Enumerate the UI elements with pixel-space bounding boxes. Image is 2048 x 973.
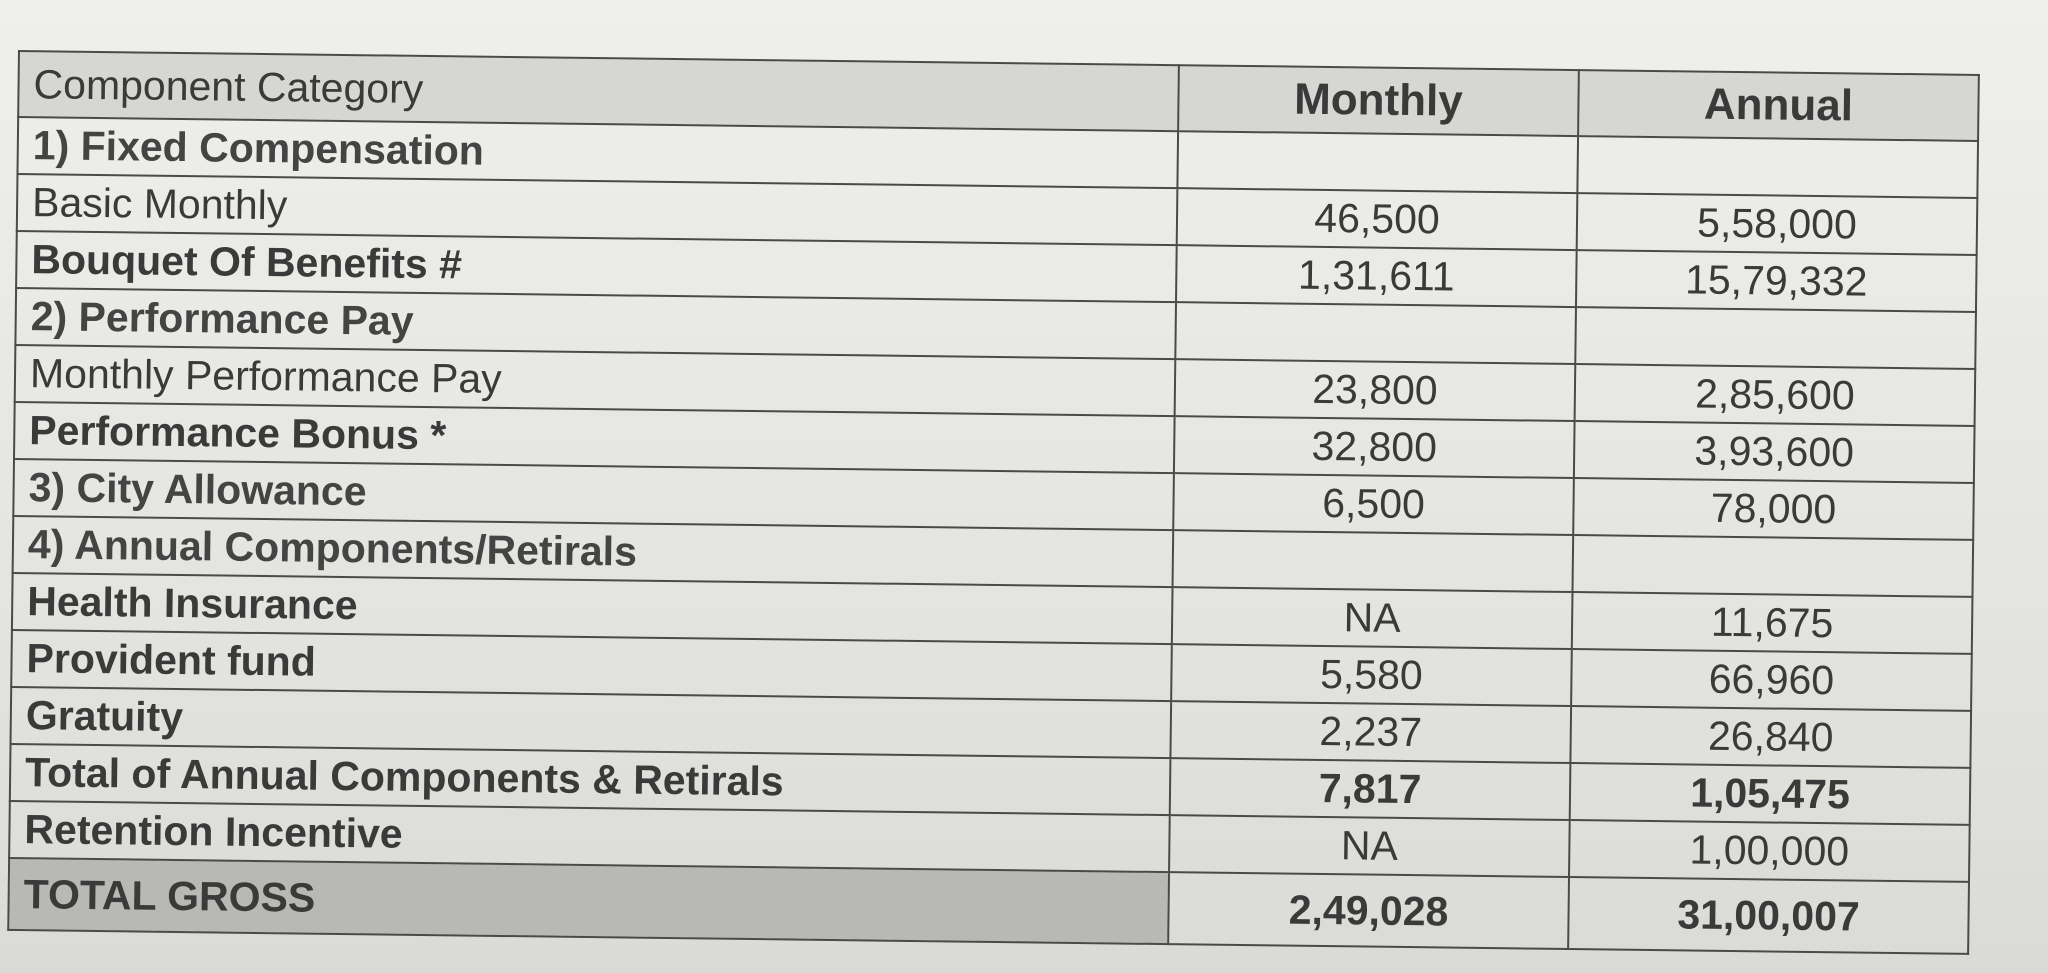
row-monthly: 23,800 bbox=[1175, 359, 1576, 421]
row-annual: 66,960 bbox=[1571, 649, 1972, 711]
row-annual: 26,840 bbox=[1570, 706, 1971, 768]
row-annual: 78,000 bbox=[1573, 478, 1974, 540]
row-label: Performance Bonus * bbox=[14, 402, 1175, 473]
row-annual: 11,675 bbox=[1572, 592, 1973, 654]
row-label: Retention Incentive bbox=[9, 801, 1170, 872]
row-monthly: 1,31,611 bbox=[1176, 245, 1577, 307]
row-annual: 2,85,600 bbox=[1575, 364, 1976, 426]
row-monthly bbox=[1173, 530, 1574, 592]
row-annual: 1,05,475 bbox=[1570, 763, 1971, 825]
row-monthly: 6,500 bbox=[1173, 473, 1574, 535]
row-monthly: 5,580 bbox=[1171, 644, 1572, 706]
header-annual: Annual bbox=[1578, 70, 1979, 141]
row-monthly: 46,500 bbox=[1177, 188, 1578, 250]
header-monthly: Monthly bbox=[1178, 65, 1579, 136]
row-label: Total of Annual Components & Retirals bbox=[10, 744, 1171, 815]
row-annual: 3,93,600 bbox=[1574, 421, 1975, 483]
row-label: Monthly Performance Pay bbox=[15, 345, 1176, 416]
row-annual: 15,79,332 bbox=[1576, 250, 1977, 312]
header-category: Component Category bbox=[18, 51, 1179, 131]
row-label: Provident fund bbox=[11, 630, 1172, 701]
row-annual: 31,00,007 bbox=[1568, 877, 1969, 954]
row-monthly: NA bbox=[1172, 587, 1573, 649]
row-monthly bbox=[1175, 302, 1576, 364]
row-label: 2) Performance Pay bbox=[15, 288, 1176, 359]
row-monthly: 2,237 bbox=[1170, 701, 1571, 763]
row-monthly: 7,817 bbox=[1170, 758, 1571, 820]
row-label: Basic Monthly bbox=[17, 174, 1178, 245]
row-label: 3) City Allowance bbox=[13, 459, 1174, 530]
compensation-table bbox=[7, 50, 1980, 955]
row-annual bbox=[1572, 535, 1973, 597]
row-annual bbox=[1577, 136, 1978, 198]
row-monthly: NA bbox=[1169, 815, 1570, 877]
row-label: Bouquet Of Benefits # bbox=[16, 231, 1177, 302]
row-label: 4) Annual Components/Retirals bbox=[13, 516, 1174, 587]
row-monthly: 32,800 bbox=[1174, 416, 1575, 478]
row-label: TOTAL GROSS bbox=[8, 858, 1169, 944]
row-label: Health Insurance bbox=[12, 573, 1173, 644]
row-monthly bbox=[1177, 131, 1578, 193]
row-annual: 5,58,000 bbox=[1577, 193, 1978, 255]
row-annual: 1,00,000 bbox=[1569, 820, 1970, 882]
row-monthly: 2,49,028 bbox=[1168, 872, 1569, 949]
row-label: 1) Fixed Compensation bbox=[17, 117, 1178, 188]
row-label: Gratuity bbox=[11, 687, 1172, 758]
compensation-table-wrapper bbox=[7, 50, 1978, 955]
row-annual bbox=[1575, 307, 1976, 369]
